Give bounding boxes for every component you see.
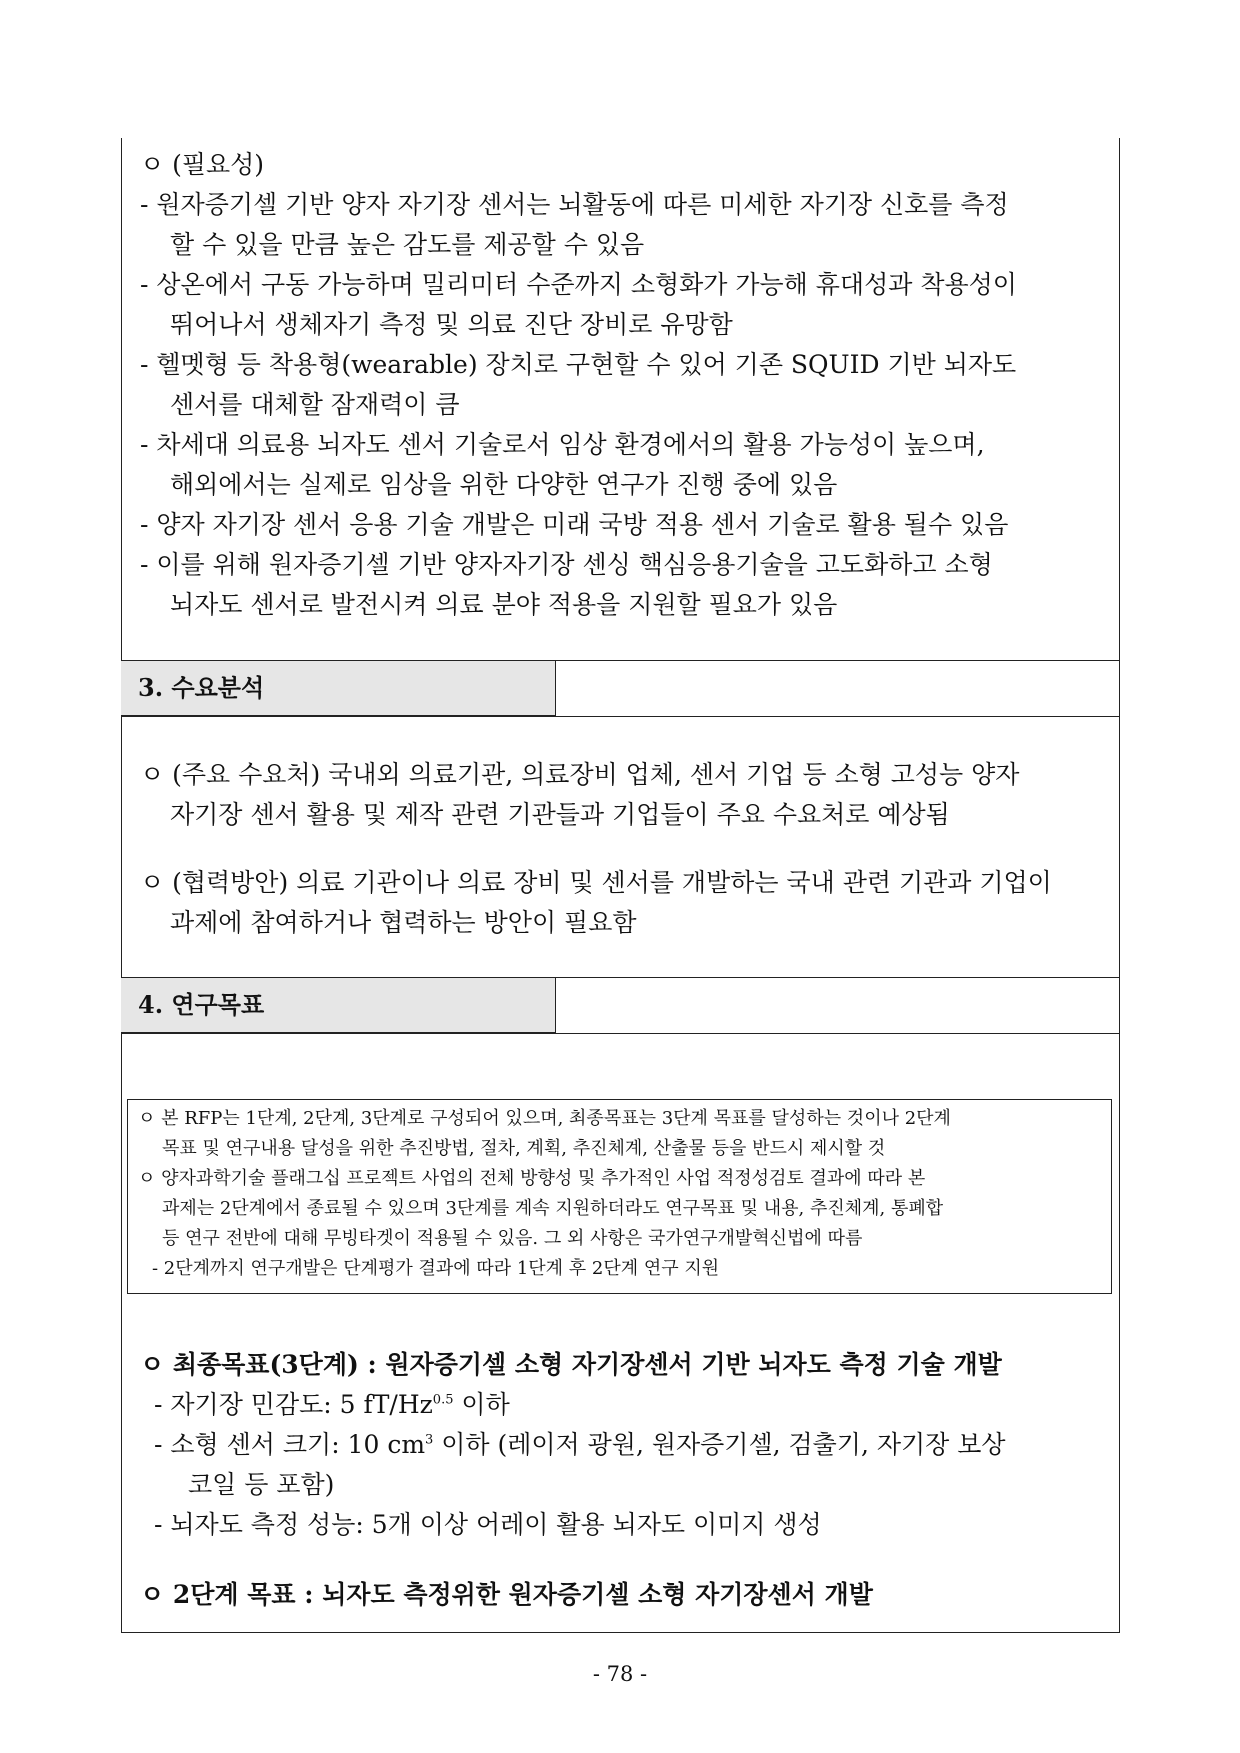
cooperation-line: 과제에 참여하거나 협력하는 방안이 필요함 <box>170 908 637 937</box>
necessity-line: - 차세대 의료용 뇌자도 센서 기술로서 임상 환경에서의 활용 가능성이 높으며, <box>140 430 985 459</box>
necessity-line: - 헬멧형 등 착용형(wearable) 장치로 구현할 수 있어 기존 SQUID 기반 뇌자도 <box>140 350 1017 379</box>
goal-sensitivity: - 자기장 민감도: 5 $fT/Hz^{0.5}$ 이하 <box>154 1390 510 1419</box>
section-divider <box>121 1033 1120 1034</box>
stage2-goal: ㅇ 2단계 목표 : 뇌자도 측정위한 원자증기셀 소형 자기장센서 개발 <box>140 1580 873 1609</box>
demand-line: 자기장 센서 활용 및 제작 관련 기관들과 기업들이 주요 수요처로 예상됨 <box>170 800 950 829</box>
necessity-line: 뛰어나서 생체자기 측정 및 의료 진단 장비로 유망함 <box>170 310 733 339</box>
necessity-line: - 원자증기셀 기반 양자 자기장 센서는 뇌활동에 따른 미세한 자기장 신호를 측정 <box>140 190 1009 219</box>
demand-line: ㅇ (주요 수요처) 국내외 의료기관, 의료장비 업체, 센서 기업 등 소형 고성능 양자 <box>140 760 1020 789</box>
note-line: 과제는 2단계에서 종료될 수 있으며 3단계를 계속 지원하더라도 연구목표 및 내용, 추진체계, 통폐합 <box>162 1198 944 1219</box>
necessity-line: - 이를 위해 원자증기셀 기반 양자자기장 센싱 핵심응용기술을 고도화하고 소형 <box>140 550 993 579</box>
final-goal: ㅇ 최종목표(3단계) : 원자증기셀 소형 자기장센서 기반 뇌자도 측정 기술 개발 <box>140 1350 1002 1379</box>
necessity-line: 뇌자도 센서로 발전시켜 의료 분야 적용을 지원할 필요가 있음 <box>170 590 838 619</box>
note-line: ㅇ 본 RFP는 1단계, 2단계, 3단계로 구성되어 있으며, 최종목표는 3단계 목표를 달성하는 것이나 2단계 <box>138 1108 951 1129</box>
necessity-line: 센서를 대체할 잠재력이 큼 <box>170 390 460 419</box>
cooperation-line: ㅇ (협력방안) 의료 기관이나 의료 장비 및 센서를 개발하는 국내 관련 기관과 기업이 <box>140 868 1052 897</box>
section-4-title: 4. 연구목표 <box>121 977 556 1033</box>
note-line: ㅇ 양자과학기술 플래그십 프로젝트 사업의 전체 방향성 및 추가적인 사업 적정성검토 결과에 따라 본 <box>138 1168 926 1189</box>
necessity-block <box>140 145 1120 625</box>
demand-block <box>140 755 1120 943</box>
note-line: - 2단계까지 연구개발은 단계평가 결과에 따라 1단계 후 2단계 연구 지원 <box>152 1258 720 1279</box>
necessity-line: - 상온에서 구동 가능하며 밀리미터 수준까지 소형화가 가능해 휴대성과 착용성이 <box>140 270 1017 299</box>
section-divider <box>121 716 1120 717</box>
section-3-title: 3. 수요분석 <box>121 660 556 716</box>
goal-performance: - 뇌자도 측정 성능: 5개 이상 어레이 활용 뇌자도 이미지 생성 <box>154 1510 822 1539</box>
necessity-line: - 양자 자기장 센서 응용 기술 개발은 미래 국방 적용 센서 기술로 활용 될수 있음 <box>140 510 1009 539</box>
necessity-line: 해외에서는 실제로 임상을 위한 다양한 연구가 진행 중에 있음 <box>170 470 838 499</box>
page-number: - 78 - <box>592 1662 648 1686</box>
rfp-note-box <box>127 1099 1112 1294</box>
goal-size: - 소형 센서 크기: 10 $cm^3$ 이하 (레이저 광원, 원자증기셀, 검출기, 자기장 보상 <box>154 1430 1006 1459</box>
necessity-heading: ㅇ (필요성) <box>140 150 265 179</box>
note-line: 목표 및 연구내용 달성을 위한 추진방법, 절차, 계획, 추진체계, 산출물 등을 반드시 제시할 것 <box>162 1138 886 1159</box>
goal-size-cont: 코일 등 포함) <box>188 1470 335 1499</box>
note-line: 등 연구 전반에 대해 무빙타겟이 적용될 수 있음. 그 외 사항은 국가연구개발혁신법에 따름 <box>162 1228 863 1249</box>
necessity-line: 할 수 있을 만큼 높은 감도를 제공할 수 있음 <box>170 230 645 259</box>
goals-block <box>140 1345 1120 1615</box>
